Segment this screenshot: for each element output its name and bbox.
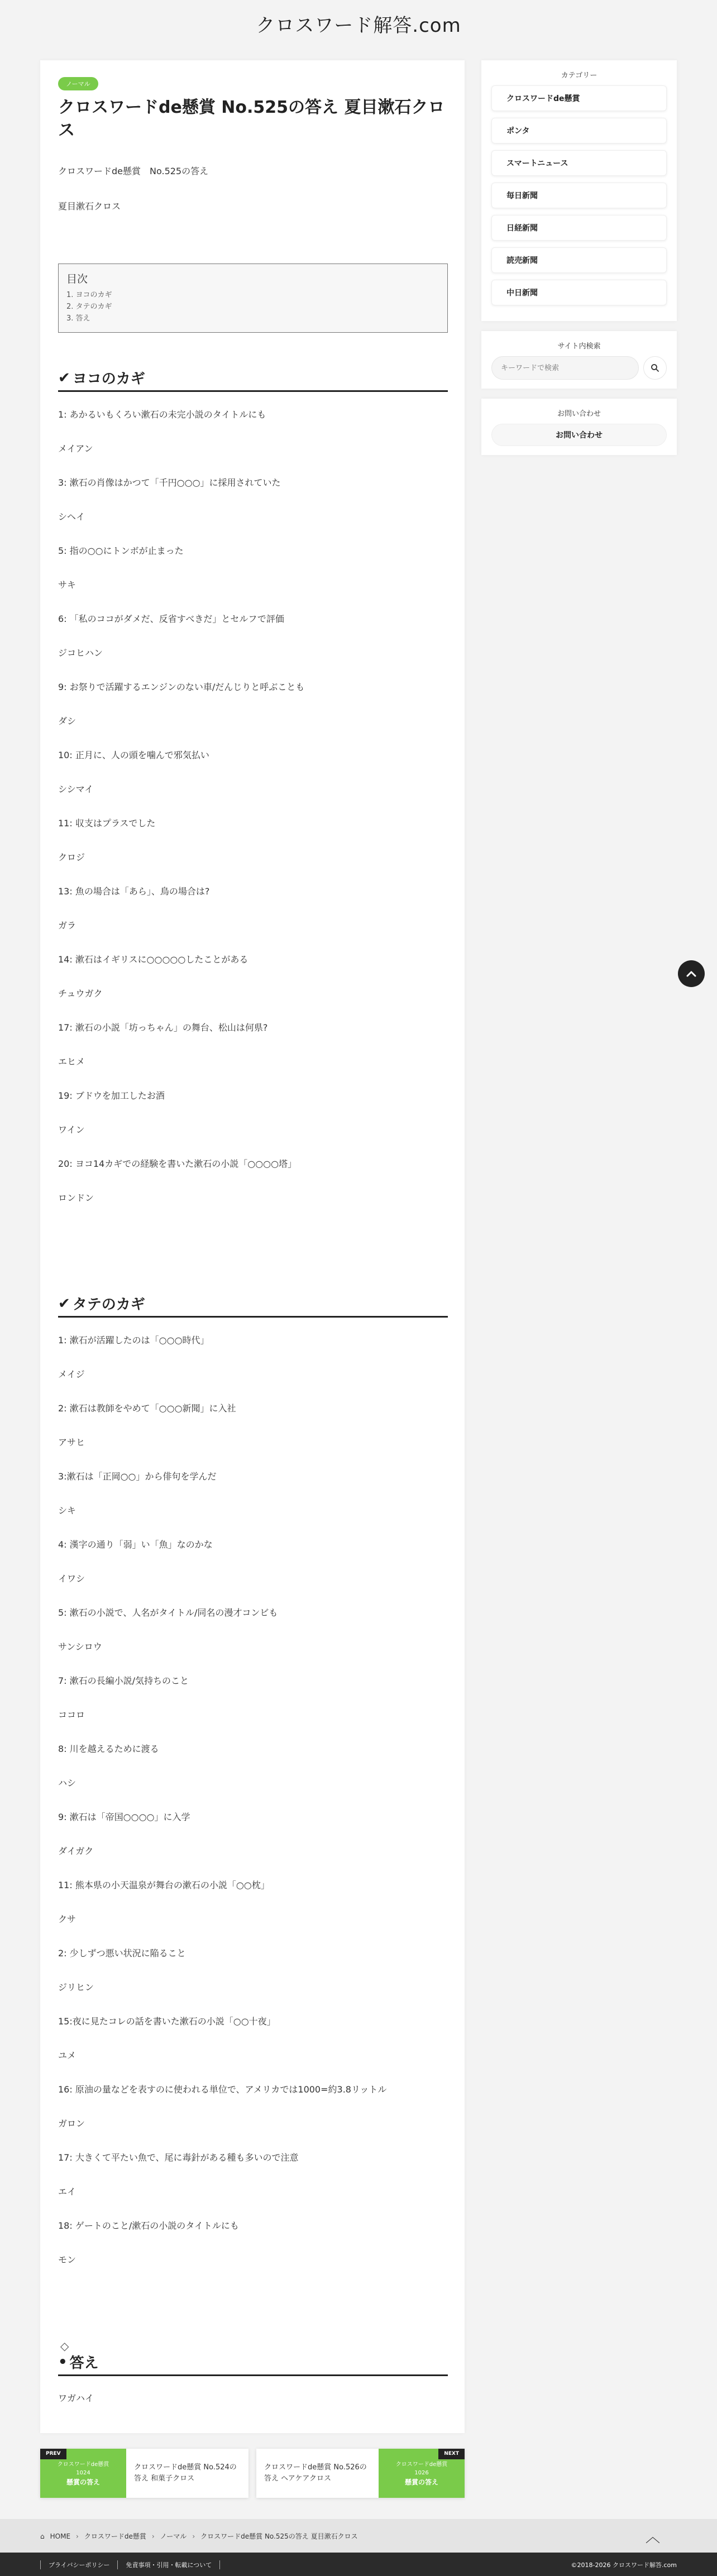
next-post-link[interactable]: [256, 2449, 465, 2498]
home-icon: ⌂: [40, 2532, 45, 2540]
clue-answer: モン: [58, 2254, 77, 2265]
clue-answer: メイジ: [58, 1369, 85, 1380]
check-icon: ✔: [58, 1295, 70, 1312]
clue-question: 8: 川を越えるために渡る: [58, 1744, 159, 1754]
footer-link-privacy[interactable]: プライバシーポリシー: [40, 2560, 118, 2569]
thumb-number: 1026: [414, 2469, 429, 2476]
clue-answer: クロジ: [58, 852, 85, 863]
section-heading-tate: [58, 1293, 448, 1318]
clue-question: 3: 漱石の肖像はかつて「千円○○○」に採用されていた: [58, 477, 281, 488]
clue-question: 6: 「私のココがダメだ、反省すべきだ」とセルフで評価: [58, 614, 284, 624]
clue-question: 7: 漱石の長編小説/気持ちのこと: [58, 1675, 189, 1686]
search-form: [491, 356, 667, 380]
category-link[interactable]: 中日新聞: [491, 280, 667, 305]
search-widget: [481, 331, 677, 389]
thumb-label: クロスワードde懸賞: [57, 2461, 109, 2468]
clue-answer: ロンドン: [58, 1193, 94, 1203]
clue-answer: ジコヒハン: [58, 648, 103, 658]
tate-clue-list: [58, 1323, 448, 2277]
section-heading-text: タテのカギ: [72, 1296, 145, 1313]
clue-question: 10: 正月に、人の頭を噛んで邪気払い: [58, 750, 209, 760]
clue-question: 18: ゲートのこと/漱石の小説のタイトルにも: [58, 2220, 239, 2231]
category-badge[interactable]: ノーマル: [58, 77, 98, 90]
clue-question: 11: 熊本県の小天温泉が舞台の漱石の小説「○○枕」: [58, 1880, 270, 1890]
clue-answer: エイ: [58, 2186, 77, 2197]
back-to-top-button[interactable]: [678, 960, 705, 987]
post-pager: [40, 2449, 465, 2498]
clue-answer: サキ: [58, 580, 77, 590]
contact-button[interactable]: お問い合わせ: [491, 424, 667, 446]
prev-post-title: クロスワードde懸賞 No.524の答え 和菓子クロス: [134, 2463, 237, 2483]
breadcrumb-home[interactable]: HOME: [50, 2532, 71, 2540]
category-link[interactable]: クロスワードde懸賞: [491, 85, 667, 111]
check-icon: ✔: [58, 369, 70, 386]
clue-answer: ガラ: [58, 920, 77, 931]
clue-answer: アサヒ: [58, 1437, 85, 1448]
category-link[interactable]: ポンタ: [491, 118, 667, 143]
category-link[interactable]: 毎日新聞: [491, 183, 667, 208]
next-post-title: クロスワードde懸賞 No.526の答え ヘアケアクロス: [264, 2463, 367, 2483]
table-of-contents: [58, 264, 448, 333]
site-title-link[interactable]: クロスワード解答.com: [256, 14, 461, 37]
prev-post-thumbnail: [40, 2449, 126, 2498]
clue-question: 5: 漱石の小説で、人名がタイトル/同名の漫才コンビも: [58, 1607, 278, 1618]
thumb-caption: 懸賞の答え: [66, 2478, 100, 2486]
clue-question: 13: 魚の場合は「あら」、鳥の場合は?: [58, 886, 210, 897]
yoko-clue-list: [58, 398, 448, 1215]
next-post-thumbnail: [379, 2449, 465, 2498]
thumb-label: クロスワードde懸賞: [395, 2461, 448, 2468]
clue-question: 9: 漱石は「帝国○○○○」に入学: [58, 1812, 190, 1822]
clue-answer: シヘイ: [58, 511, 85, 522]
clue-question: 4: 漢字の通り「弱」い「魚」なのかな: [58, 1539, 213, 1550]
category-link[interactable]: 日経新聞: [491, 215, 667, 241]
clue-answer: ダイガク: [58, 1846, 94, 1856]
toc-item-answer[interactable]: 3. 答え: [66, 314, 90, 323]
clue-question: 2: 漱石は教師をやめて「○○○新聞」に入社: [58, 1403, 236, 1414]
breadcrumb-separator: ›: [192, 2532, 195, 2540]
thumb-number: 1024: [76, 2469, 90, 2476]
clue-answer: シシマイ: [58, 784, 94, 794]
category-link[interactable]: スマートニュース: [491, 150, 667, 176]
section-heading-yoko: [58, 367, 448, 392]
copyright: ©2018-2026 クロスワード解答.com: [571, 2561, 677, 2569]
breadcrumb-subcategory[interactable]: ノーマル: [160, 2532, 187, 2540]
clue-question: 1: 漱石が活躍したのは「○○○時代」: [58, 1335, 209, 1346]
widget-title: カテゴリー: [561, 71, 598, 80]
footer-link-disclaimer[interactable]: 免責事項・引用・転載について: [118, 2560, 220, 2569]
clue-answer: メイアン: [58, 443, 93, 454]
search-input[interactable]: [491, 356, 639, 380]
clue-question: 20: ヨコ14カギでの経験を書いた漱石の小説「○○○○塔」: [58, 1158, 297, 1169]
thumb-caption: 懸賞の答え: [404, 2478, 438, 2486]
breadcrumb-separator: ›: [76, 2532, 79, 2540]
clue-question: 9: お祭りで活躍するエンジンのない車/だんじりと呼ぶことも: [58, 682, 305, 692]
clue-question: 5: 指の○○にトンボが止まった: [58, 545, 184, 556]
clue-answer: ワイン: [58, 1124, 85, 1135]
toc-item-tate[interactable]: 2. タテのカギ: [66, 303, 112, 311]
clue-question: 17: 漱石の小説「坊っちゃん」の舞台、松山は何県?: [58, 1022, 268, 1033]
clue-question: 1: あかるいもくろい漱石の未完小説のタイトルにも: [58, 409, 266, 420]
category-widget: [481, 60, 677, 321]
main-article: [40, 60, 465, 2433]
clue-answer: サンシロウ: [58, 1641, 102, 1652]
answer-text: ワガハイ: [58, 2393, 94, 2403]
clue-answer: ガロン: [58, 2118, 85, 2129]
diamond-icon: ◇: [60, 2339, 69, 2353]
breadcrumb-current: クロスワードde懸賞 No.525の答え 夏目漱石クロス: [200, 2532, 358, 2540]
widget-title: サイト内検索: [557, 342, 601, 351]
clue-answer: チュウガク: [58, 988, 103, 999]
page-title: クロスワードde懸賞 No.525の答え 夏目漱石クロス: [58, 98, 445, 140]
category-link[interactable]: 読売新聞: [491, 247, 667, 273]
breadcrumb: [40, 2531, 358, 2541]
breadcrumb-band: [0, 2519, 717, 2553]
chevron-up-icon: [686, 970, 697, 978]
widget-title: お問い合わせ: [557, 410, 601, 418]
toc-title: 目次: [66, 273, 88, 285]
clue-answer: ユメ: [58, 2050, 77, 2061]
chevron-up-icon[interactable]: ︿: [646, 2529, 661, 2546]
breadcrumb-category[interactable]: クロスワードde懸賞: [84, 2532, 146, 2540]
search-icon: [651, 363, 659, 372]
section-heading-text: 答え: [69, 2355, 99, 2372]
clue-question: 17: 大きくて平たい魚で、尾に毒針がある種も多いので注意: [58, 2152, 299, 2163]
clue-question: 19: ブドウを加工したお酒: [58, 1090, 165, 1101]
bullet-icon: •: [58, 2353, 68, 2371]
site-header: [0, 0, 717, 47]
clue-question: 14: 漱石はイギリスに○○○○○したことがある: [58, 954, 248, 965]
clue-answer: イワシ: [58, 1573, 85, 1584]
intro-line: 夏目漱石クロス: [58, 201, 121, 212]
clue-question: 15:夜に見たコレの話を書いた漱石の小説「○○十夜」: [58, 2016, 276, 2027]
clue-answer: クサ: [58, 1914, 77, 1924]
section-heading-text: ヨコのカギ: [72, 371, 145, 387]
toc-item-yoko[interactable]: 1. ヨコのカギ: [66, 291, 112, 299]
breadcrumb-separator: ›: [151, 2532, 155, 2540]
prev-post-link[interactable]: [40, 2449, 248, 2498]
intro-line: クロスワードde懸賞 No.525の答え: [58, 166, 209, 176]
next-tag: NEXT: [438, 2449, 465, 2459]
clue-answer: エヒメ: [58, 1056, 85, 1067]
clue-answer: ダシ: [58, 716, 77, 726]
sidebar: [481, 60, 677, 465]
site-footer: [0, 2553, 717, 2576]
clue-answer: ハシ: [58, 1778, 77, 1788]
clue-question: 3:漱石は「正岡○○」から俳句を学んだ: [58, 1471, 217, 1482]
section-heading-answer: [58, 2339, 448, 2376]
clue-question: 2: 少しずつ悪い状況に陥ること: [58, 1948, 186, 1959]
clue-question: 16: 原油の量などを表すのに使われる単位で、アメリカでは1000=約3.8リットル: [58, 2084, 387, 2095]
clue-answer: ジリヒン: [58, 1982, 94, 1993]
prev-tag: PREV: [40, 2449, 66, 2459]
contact-widget: [481, 399, 677, 455]
clue-question: 11: 収支はプラスでした: [58, 818, 156, 829]
search-button[interactable]: [643, 356, 667, 380]
clue-answer: シキ: [58, 1505, 77, 1516]
footer-links: [40, 2560, 220, 2569]
clue-answer: ココロ: [58, 1710, 85, 1720]
